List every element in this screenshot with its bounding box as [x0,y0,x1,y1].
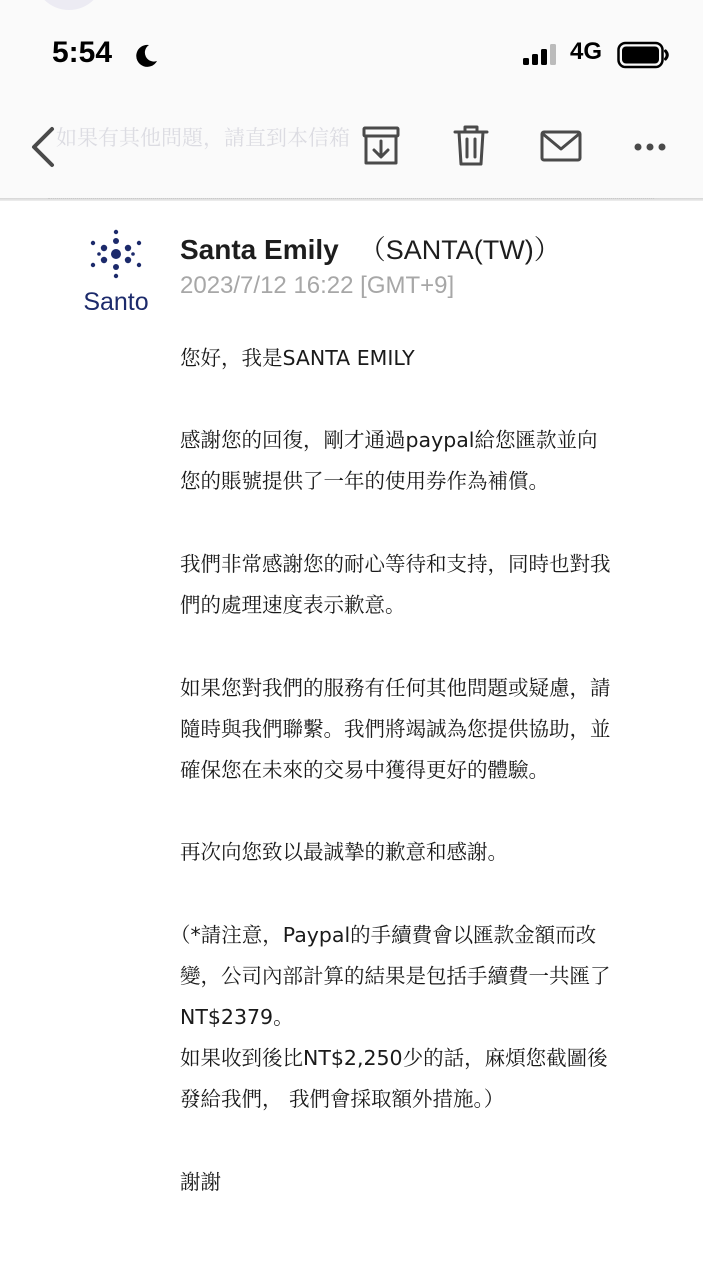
body-line: 我們非常感謝您的耐心等待和支持，同時也對我 [180,552,611,576]
body-line: 變，公司內部計算的結果是包括手續費一共匯了 [180,964,611,988]
battery-icon [617,41,669,69]
body-line: 確保您在未來的交易中獲得更好的體驗。 [180,758,549,782]
sender-logo [76,226,156,318]
body-line: 您好，我是SANTA EMILY [180,346,415,370]
logo-wordmark: Santo [83,288,149,316]
body-line: 如果收到後比NT$2,250少的話，麻煩您截圖後 [180,1046,608,1070]
background-text: 如果有其他問題，請直到本信箱 [56,126,350,150]
body-line: 感謝您的回復，剛才通過paypal給您匯款並向 [180,428,598,452]
body-line: NT$2379。 [180,1005,294,1029]
mail-toolbar [0,110,703,198]
back-button[interactable] [24,124,60,170]
body-line: 您的賬號提供了一年的使用券作為補償。 [180,469,549,493]
body-line: （*請注意，Paypal的手續費會以匯款金額而改 [170,923,597,947]
santo-logo-mark-icon [76,226,156,286]
delete-button[interactable] [449,122,493,170]
signal-icon [523,43,561,67]
body-line: 再次向您致以最誠摯的歉意和感謝。 [180,840,508,864]
archive-button[interactable] [358,122,404,170]
more-button[interactable] [630,132,670,162]
body-line: 隨時與我們聯繫。我們將竭誠為您提供協助，並 [180,717,611,741]
more-icon [633,142,667,152]
mail-button[interactable] [538,124,584,168]
sender-line[interactable] [180,228,561,267]
sender-org: （SANTA(TW)） [358,235,561,265]
moon-icon [133,43,159,69]
status-bar [0,0,703,110]
chevron-left-icon [28,125,56,169]
sender-name: Santa Emily [180,234,339,265]
dotted-separator [48,198,654,199]
archive-icon [361,124,401,168]
body-line: 謝謝 [180,1170,221,1194]
body-line: 如果您對我們的服務有任何其他問題或疑慮，請 [180,676,611,700]
envelope-icon [540,129,582,163]
body-line: 們的處理速度表示歉意。 [180,593,406,617]
body-line: 發給我們， 我們會採取額外措施。） [180,1087,505,1111]
trash-icon [453,124,489,168]
email-date: 2023/7/12 16:22 [GMT+9] [180,272,455,299]
network-type: 4G [570,38,603,65]
status-time: 5:54 [52,36,113,69]
